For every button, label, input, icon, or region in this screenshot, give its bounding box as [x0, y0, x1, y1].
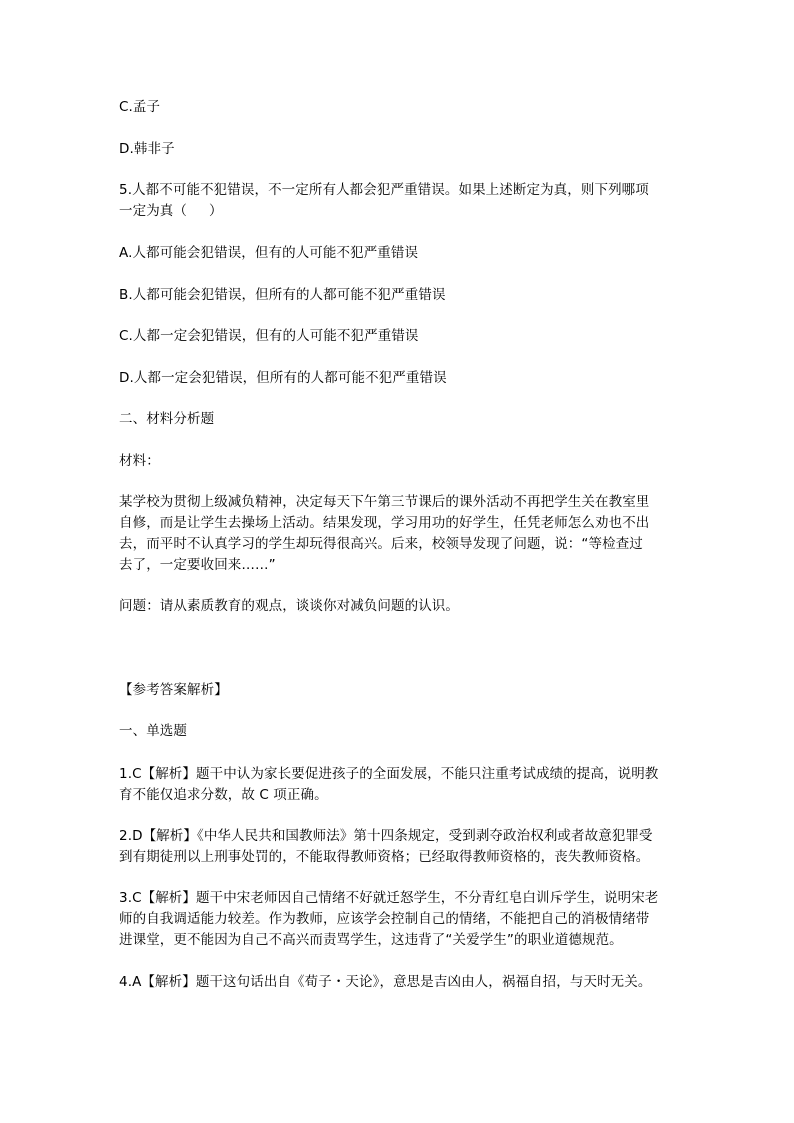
answer-3-line-3: 进课堂，更不能因为自己不高兴而责骂学生，这违背了“关爱学生”的职业道德规范。: [119, 932, 623, 948]
answer-4-line-1: 4.A【解析】题干这句话出自《荀子・天论》，意思是吉凶由人，祸福自招，与天时无关。: [119, 974, 652, 990]
q5-option-d: D.人都一定会犯错误，但所有的人都可能不犯严重错误: [119, 370, 447, 386]
material-line-1: 某学校为贯彻上级减负精神，决定每天下午第三节课后的课外活动不再把学生关在教室里: [119, 494, 650, 510]
answer-2-line-1: 2.D【解析】《中华人民共和国教师法》第十四条规定，受到剥夺政治权利或者故意犯罪受: [119, 828, 653, 844]
material-question: 问题：请从素质教育的观点，谈谈你对减负问题的认识。: [119, 598, 459, 614]
q5-option-a: A.人都可能会犯错误，但有的人可能不犯严重错误: [119, 245, 419, 261]
material-line-2: 自修，而是让学生去操场上活动。结果发现，学习用功的好学生，任凭老师怎么劝也不出: [119, 515, 650, 531]
answer-3-line-1: 3.C【解析】题干中宋老师因自己情绪不好就迁怒学生，不分青红皂白训斥学生，说明宋老: [119, 890, 659, 906]
q5-stem-line-1: 5.人都不可能不犯错误，不一定所有人都会犯严重错误。如果上述断定为真，则下列哪项: [119, 182, 649, 198]
material-label: 材料：: [119, 453, 160, 469]
material-line-3: 去，而平时不认真学习的学生却玩得很高兴。后来，校领导发现了问题，说：“等检查过: [119, 536, 643, 552]
answers-section1-heading: 一、单选题: [119, 723, 187, 739]
q4-option-c: C.孟子: [119, 99, 161, 115]
answer-1-line-2: 育不能仅追求分数，故 C 项正确。: [119, 787, 328, 803]
q5-stem-line-2: 一定为真（ ）: [119, 203, 223, 219]
answers-heading: 【参考答案解析】: [119, 682, 228, 698]
q5-option-c: C.人都一定会犯错误，但有的人可能不犯严重错误: [119, 328, 419, 344]
q5-option-b: B.人都可能会犯错误，但所有的人都可能不犯严重错误: [119, 287, 446, 303]
answer-1-line-1: 1.C【解析】题干中认为家长要促进孩子的全面发展，不能只注重考试成绩的提高，说明教: [119, 766, 659, 782]
answer-3-line-2: 师的自我调适能力较差。作为教师，应该学会控制自己的情绪，不能把自己的消极情绪带: [119, 911, 650, 927]
material-line-4: 去了，一定要收回来……”: [119, 557, 276, 573]
answer-2-line-2: 到有期徒刑以上刑事处罚的，不能取得教师资格；已经取得教师资格的，丧失教师资格。: [119, 849, 650, 865]
q4-option-d: D.韩非子: [119, 141, 175, 157]
section2-heading: 二、材料分析题: [119, 411, 215, 427]
